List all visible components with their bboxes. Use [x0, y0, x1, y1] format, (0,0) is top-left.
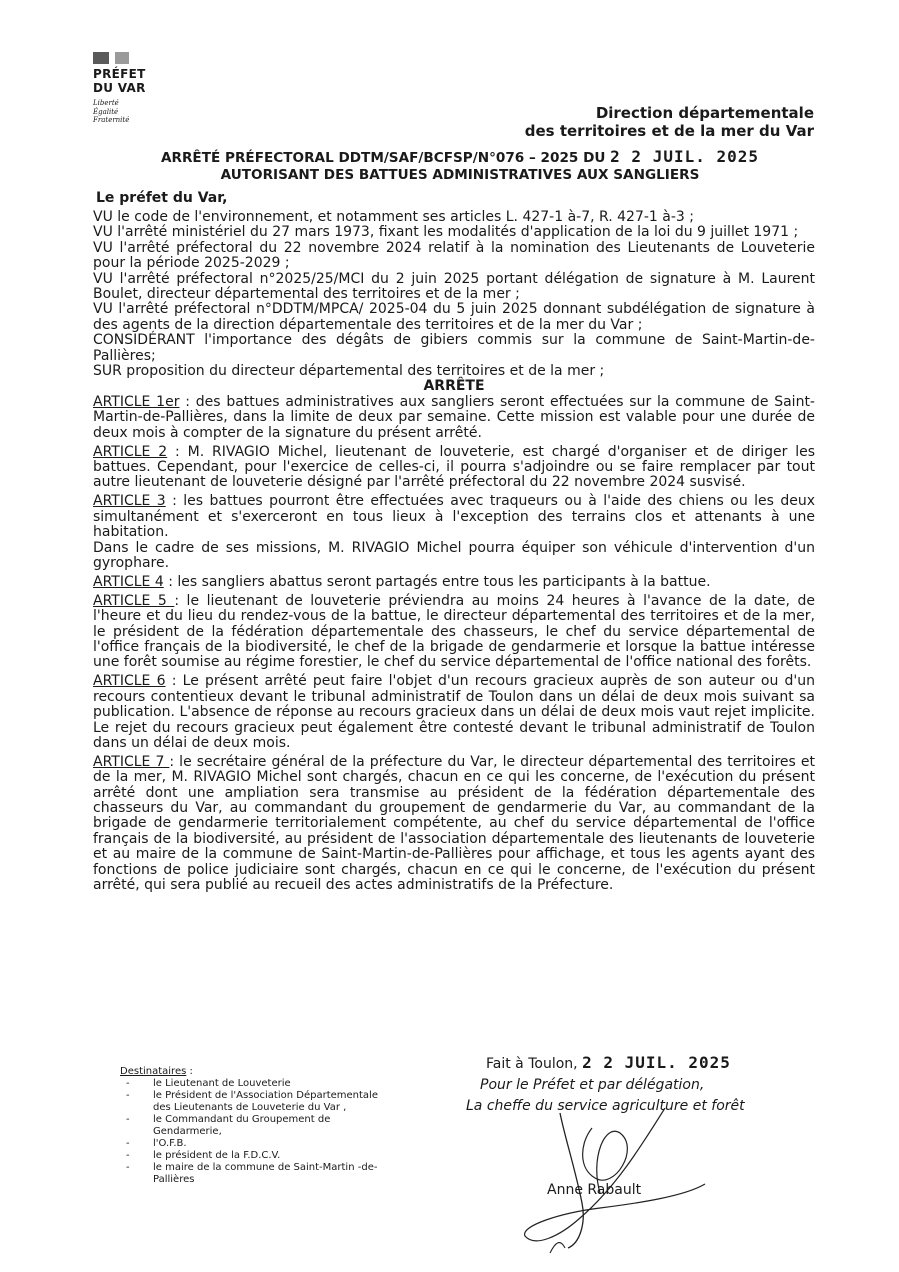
article-2	[93, 445, 815, 491]
visas-block	[93, 210, 815, 379]
document-title	[100, 148, 820, 184]
marianne-flag-icon	[93, 52, 133, 64]
list-item: - l'O.F.B.	[120, 1138, 390, 1150]
list-item: - le Président de l'Association Départementale des Lieutenants de Louveterie du Var ,	[120, 1090, 390, 1114]
article-1	[93, 395, 815, 441]
article-text: : les sangliers abattus seront partagés entre tous les participants à la battue.	[163, 573, 711, 590]
destinataires-list	[120, 1078, 390, 1186]
list-item: - le maire de la commune de Saint-Martin -de-Pallières	[120, 1162, 390, 1186]
logo-line2: DU VAR	[93, 81, 146, 95]
direction-line1: Direction départementale	[595, 104, 814, 122]
visa-line: VU l'arrêté ministériel du 27 mars 1973, fixant les modalités d'application de la loi du 9 juillet 1971 ;	[93, 224, 799, 241]
title-date-stamp: 2 2 JUIL. 2025	[610, 147, 760, 166]
article-6	[93, 674, 815, 751]
signatory-name: Anne Rabault	[547, 1182, 642, 1198]
article-3-continued	[93, 541, 815, 572]
signature-place: Fait à Toulon,	[486, 1056, 578, 1072]
signature-place-date	[466, 1052, 806, 1075]
motto-egalite: Égalité	[93, 107, 119, 116]
article-label: ARTICLE 2	[93, 443, 168, 460]
article-label: ARTICLE 6	[93, 673, 166, 690]
destinataires-colon: :	[186, 1066, 193, 1077]
title-line1	[100, 148, 820, 167]
title-prefix: ARRÊTÉ PRÉFECTORAL DDTM/SAF/BCFSP/N°076 – 2025 DU	[160, 150, 606, 166]
signature-date-stamp: 2 2 JUIL. 2025	[582, 1053, 731, 1072]
article-4	[93, 575, 815, 590]
article-text: : le secrétaire général de la préfecture du Var, le directeur départemental des territoires et de la mer, M. RIVAGIO Michel sont chargés, chacun en ce qui les concerne, de l'exécution du présent arrêté dont une ampliation sera transmise au président de la fédération départementale des chasseurs du Var, au commandant du groupement de gendarmerie du Var, au commandant de la brigade de gendarmerie territorialement compétente, au chef du service départemental de l'office français de la biodiversité, au président de l'association départementale des lieutenants de louveterie et au maire de la commune de Saint-Martin-de-Pallières pour affichage, et tous les agents ayant des fonctions de police judiciaire sont chargés, chacun en ce qui le concerne, de l'exécution du présent arrêté, qui sera publié au recueil des actes administratifs de la Préfecture.	[93, 753, 815, 894]
visa-line: CONSIDÉRANT l'importance des dégâts de gibiers commis sur la commune de Saint-Martin-de-Pallières;	[93, 332, 815, 364]
arrete-heading: ARRÊTE	[423, 378, 485, 395]
article-label: ARTICLE 1er	[93, 393, 180, 410]
article-7	[93, 755, 815, 894]
intro-line: Le préfet du Var,	[96, 190, 228, 206]
article-text: : les battues pourront être effectuées avec traqueurs ou à l'aide des chiens ou les deux simultanément et s'exerceront en tous lieux à l'exception des terrains clos et attenants à une habitation.	[93, 493, 815, 541]
article-5	[93, 594, 815, 671]
list-item: - le Lieutenant de Louveterie	[120, 1078, 390, 1090]
motto-liberte: Liberté	[93, 99, 119, 107]
motto-fraternite: Fraternité	[93, 116, 130, 124]
article-label: ARTICLE 5	[93, 592, 175, 609]
title-line2: AUTORISANT DES BATTUES ADMINISTRATIVES AUX SANGLIERS	[220, 167, 700, 183]
list-item: - le président de la F.D.C.V.	[120, 1150, 390, 1162]
republic-motto	[93, 99, 203, 125]
signature-delegation: Pour le Préfet et par délégation,	[480, 1077, 705, 1093]
visa-line: VU l'arrêté préfectoral n°DDTM/MPCA/ 2025-04 du 5 juin 2025 donnant subdélégation de signature à des agents de la direction départementale des territoires et de la mer du Var ;	[93, 301, 815, 333]
list-item: - le Commandant du Groupement de Gendarmerie,	[120, 1114, 390, 1138]
article-label: ARTICLE 3	[93, 493, 166, 510]
prefet-logo	[93, 52, 203, 125]
article-3	[93, 494, 815, 540]
article-text: : des battues administratives aux sangliers seront effectuées sur la commune de Saint-Martin-de-Pallières, dans la limite de deux par semaine. Cette mission est valable pour une durée de deux mois à compter de la signature du présent arrêté.	[93, 393, 815, 441]
direction-line2: des territoires et de la mer du Var	[524, 122, 814, 140]
visa-line: VU le code de l'environnement, et notamment ses articles L. 427-1 à-7, R. 427-1 à-3 ;	[93, 209, 694, 225]
article-label: ARTICLE 4	[93, 573, 164, 590]
article-text: Dans le cadre de ses missions, M. RIVAGIO Michel pourra équiper son véhicule d'intervention d'un gyrophare.	[93, 539, 815, 571]
article-text: : le lieutenant de louveterie préviendra au moins 24 heures à l'avance de la date, de l'heure et du lieu du rendez-vous de la battue, le directeur départemental des territoires et de la mer, le président de la fédération départementale des chasseurs, le chef du service départemental de l'office français de la biodiversité, le chef de la brigade de gendarmerie et lorsque la battue intéresse une forêt soumise au régime forestier, le chef du service départemental de l'office national des forêts.	[93, 592, 815, 671]
logo-line1: PRÉFET	[93, 67, 146, 81]
article-label: ARTICLE 7	[93, 753, 170, 770]
destinataires-label: Destinataires	[120, 1066, 187, 1077]
article-text: : M. RIVAGIO Michel, lieutenant de louveterie, est chargé d'organiser et de diriger les battues. Cependant, pour l'exercice de celles-ci, il pourra s'adjoindre ou se faire remplacer par tout autre lieutenant de louveterie désigné par l'arrêté préfectoral du 22 novembre 2024 susvisé.	[93, 443, 815, 491]
visa-line: SUR proposition du directeur départemental des territoires et de la mer ;	[93, 363, 605, 380]
destinataires-block	[120, 1066, 390, 1186]
destinataires-title	[120, 1066, 390, 1078]
signature-role: La cheffe du service agriculture et forêt	[466, 1098, 745, 1114]
document-body	[93, 210, 815, 893]
visa-line: VU l'arrêté préfectoral du 22 novembre 2024 relatif à la nomination des Lieutenants de Louveterie pour la période 2025-2029 ;	[93, 239, 815, 272]
direction-heading	[525, 104, 814, 140]
article-text: : Le présent arrêté peut faire l'objet d'un recours gracieux auprès de son auteur ou d'un recours contentieux devant le tribunal administratif de Toulon dans un délai de deux mois suivant sa publication. L'absence de réponse au recours gracieux dans un délai de deux mois vaut rejet implicite. Le rejet du recours gracieux peut également être contesté devant le tribunal administratif de Toulon dans un délai de deux mois.	[93, 673, 816, 751]
visa-line: VU l'arrêté préfectoral n°2025/25/MCI du 2 juin 2025 portant délégation de signature à M. Laurent Boulet, directeur départemental des territoires et de la mer ;	[93, 270, 815, 303]
